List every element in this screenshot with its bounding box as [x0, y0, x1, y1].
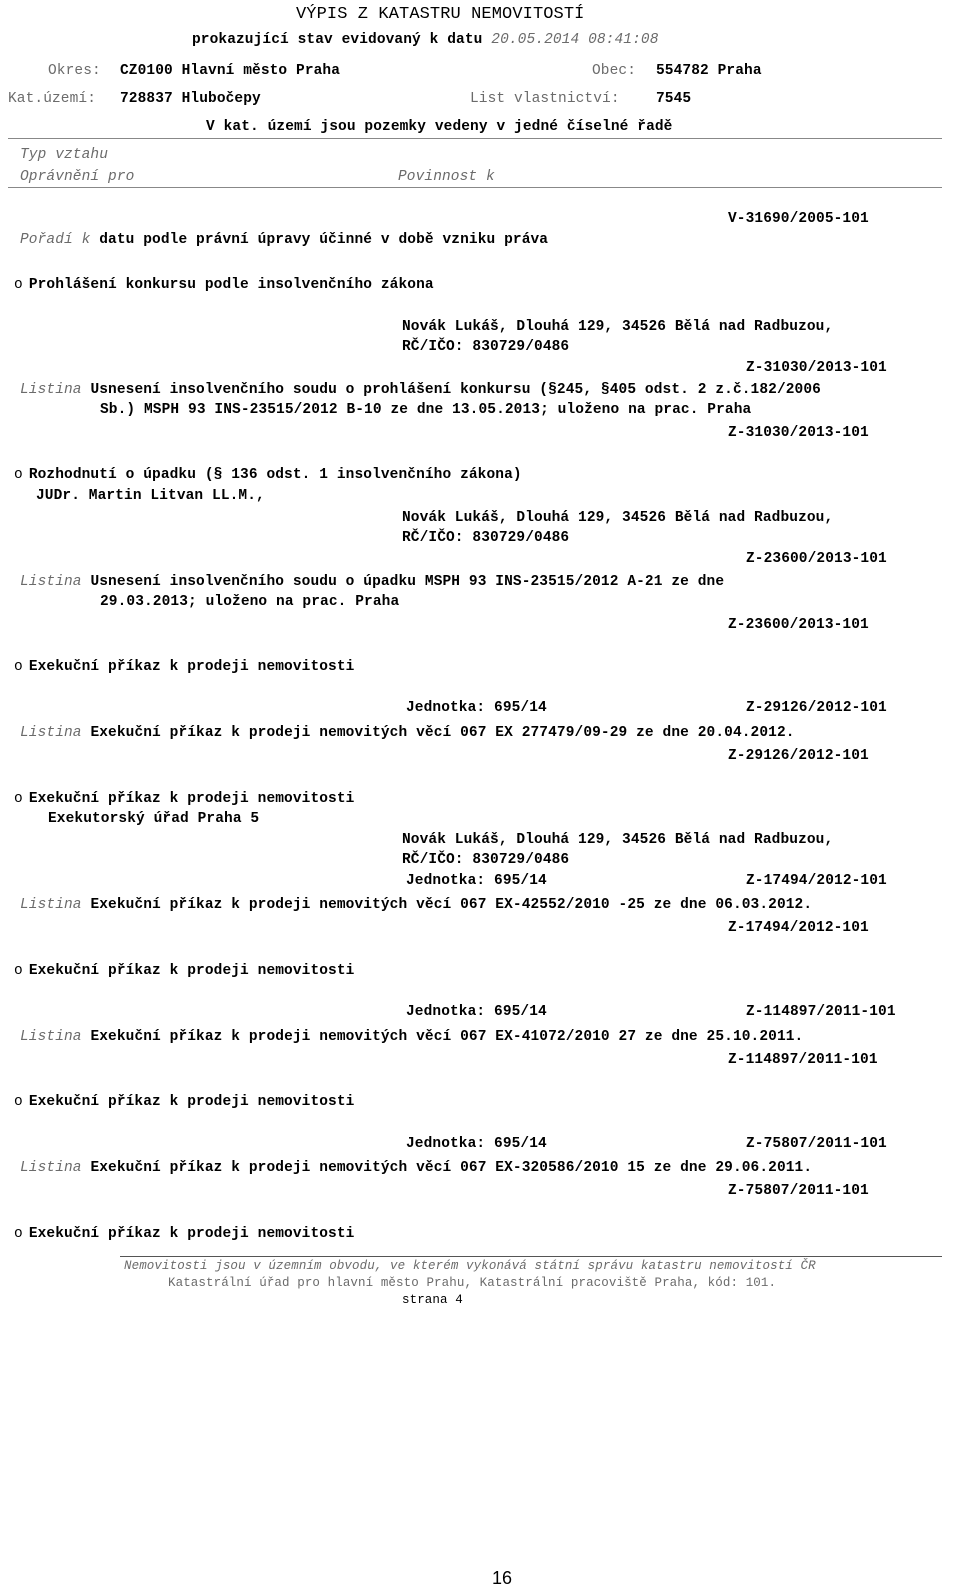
poradi-line	[20, 231, 548, 249]
footer-line2: Katastrální úřad pro hlavní město Prahu, Katastrální pracoviště Praha, kód: 101.	[168, 1276, 777, 1290]
section-title-s3: o Exekuční příkaz k prodeji nemovitosti	[14, 659, 355, 675]
section-title-s6: o Exekuční příkaz k prodeji nemovitosti	[14, 1094, 355, 1110]
listina-line2-s1: Sb.) MSPH 93 INS-23515/2012 B-10 ze dne 13.05.2013; uloženo na prac. Praha	[100, 402, 752, 418]
footer-line1: Nemovitosti jsou v územním obvodu, ve kterém vykonává státní správu katastru nemovitostí ČR	[124, 1259, 816, 1273]
ref1-s2: Z-23600/2013-101	[746, 551, 887, 567]
page-number: 16	[492, 1568, 513, 1588]
listina-label: Listina	[20, 382, 82, 398]
katuzemi-label: Kat.území:	[8, 91, 97, 107]
bullet: o	[14, 791, 23, 807]
section-title-s1: o Prohlášení konkursu podle insolvenčního zákona	[14, 277, 434, 293]
lv-label: List vlastnictví:	[470, 91, 620, 107]
bullet: o	[14, 659, 23, 675]
footer-line3: strana 4	[402, 1293, 463, 1307]
listina-label: Listina	[20, 1029, 82, 1045]
col-opravneni-pro: Oprávnění pro	[20, 169, 135, 185]
poradi-text: datu podle právní úpravy účinné v době vzniku práva	[99, 232, 549, 248]
listina-label: Listina	[20, 897, 82, 913]
listina-s3: Listina Exekuční příkaz k prodeji nemovitých věcí 067 EX 277479/09-29 ze dne 20.04.2012.	[20, 725, 795, 741]
obec-label: Obec:	[592, 63, 637, 79]
header-note: V kat. území jsou pozemky vedeny v jedné číselné řadě	[206, 119, 673, 135]
section-title-s4: o Exekuční příkaz k prodeji nemovitosti	[14, 791, 355, 807]
ref2-s1: Z-31030/2013-101	[728, 425, 869, 441]
columns-divider	[8, 187, 942, 188]
ref2-s2: Z-23600/2013-101	[728, 617, 869, 633]
document-title: VÝPIS Z KATASTRU NEMOVITOSTÍ	[296, 5, 585, 24]
section-title-s7: o Exekuční příkaz k prodeji nemovitosti	[14, 1226, 355, 1242]
listina-s6: Listina Exekuční příkaz k prodeji nemovitých věcí 067 EX-320586/2010 15 ze dne 29.06.2011.	[20, 1160, 813, 1176]
footer-divider	[120, 1256, 942, 1257]
jednotka-s6: Jednotka: 695/14	[406, 1136, 547, 1152]
timestamp: 20.05.2014 08:41:08	[491, 32, 659, 48]
listina-s2: Listina Usnesení insolvenčního soudu o úpadku MSPH 93 INS-23515/2012 A-21 ze dne	[20, 574, 725, 590]
subtitle-prefix: prokazující stav evidovaný k datu	[192, 32, 483, 48]
poradi-ref: V-31690/2005-101	[728, 211, 869, 227]
ref1-s6: Z-75807/2011-101	[746, 1136, 887, 1152]
party-line1-s2: Novák Lukáš, Dlouhá 129, 34526 Bělá nad Radbuzou,	[402, 510, 834, 526]
poradi-prefix: Pořadí k	[20, 232, 91, 248]
col-typ-vztahu: Typ vztahu	[20, 147, 109, 163]
bullet: o	[14, 467, 23, 483]
party-line1-s1: Novák Lukáš, Dlouhá 129, 34526 Bělá nad Radbuzou,	[402, 319, 834, 335]
col-povinnost-k: Povinnost k	[398, 169, 495, 185]
ref2-s5: Z-114897/2011-101	[728, 1052, 878, 1068]
listina-s4: Listina Exekuční příkaz k prodeji nemovitých věcí 067 EX-42552/2010 -25 ze dne 06.03.2012.	[20, 897, 813, 913]
ref2-s6: Z-75807/2011-101	[728, 1183, 869, 1199]
opravneny-s4: Exekutorský úřad Praha 5	[48, 811, 260, 827]
ref2-s4: Z-17494/2012-101	[728, 920, 869, 936]
jednotka-s4: Jednotka: 695/14	[406, 873, 547, 889]
listina-line2-s2: 29.03.2013; uloženo na prac. Praha	[100, 594, 400, 610]
ref1-s1: Z-31030/2013-101	[746, 360, 887, 376]
party-line2-s4: RČ/IČO: 830729/0486	[402, 852, 570, 868]
bullet: o	[14, 1094, 23, 1110]
listina-s5: Listina Exekuční příkaz k prodeji nemovitých věcí 067 EX-41072/2010 27 ze dne 25.10.2011.	[20, 1029, 804, 1045]
listina-label: Listina	[20, 725, 82, 741]
bullet: o	[14, 963, 23, 979]
party-line1-s4: Novák Lukáš, Dlouhá 129, 34526 Bělá nad Radbuzou,	[402, 832, 834, 848]
party-line2-s1: RČ/IČO: 830729/0486	[402, 339, 570, 355]
obec-value: 554782 Praha	[656, 63, 762, 79]
okres-value: CZ0100 Hlavní město Praha	[120, 63, 341, 79]
opravneny-s2: JUDr. Martin Litvan LL.M.,	[36, 488, 265, 504]
okres-label: Okres:	[48, 63, 101, 79]
header-divider	[8, 138, 942, 139]
party-line2-s2: RČ/IČO: 830729/0486	[402, 530, 570, 546]
ref2-s3: Z-29126/2012-101	[728, 748, 869, 764]
listina-label: Listina	[20, 1160, 82, 1176]
ref1-s3: Z-29126/2012-101	[746, 700, 887, 716]
jednotka-s3: Jednotka: 695/14	[406, 700, 547, 716]
lv-value: 7545	[656, 91, 692, 107]
document-subtitle	[192, 31, 659, 49]
jednotka-s5: Jednotka: 695/14	[406, 1004, 547, 1020]
listina-s1: Listina Usnesení insolvenčního soudu o prohlášení konkursu (§245, §405 odst. 2 z.č.182/2006	[20, 382, 821, 398]
katuzemi-value: 728837 Hlubočepy	[120, 91, 261, 107]
ref1-s4: Z-17494/2012-101	[746, 873, 887, 889]
listina-label: Listina	[20, 574, 82, 590]
section-title-s5: o Exekuční příkaz k prodeji nemovitosti	[14, 963, 355, 979]
ref1-s5: Z-114897/2011-101	[746, 1004, 896, 1020]
bullet: o	[14, 277, 23, 293]
bullet: o	[14, 1226, 23, 1242]
section-title-s2: o Rozhodnutí o úpadku (§ 136 odst. 1 insolvenčního zákona)	[14, 467, 522, 483]
